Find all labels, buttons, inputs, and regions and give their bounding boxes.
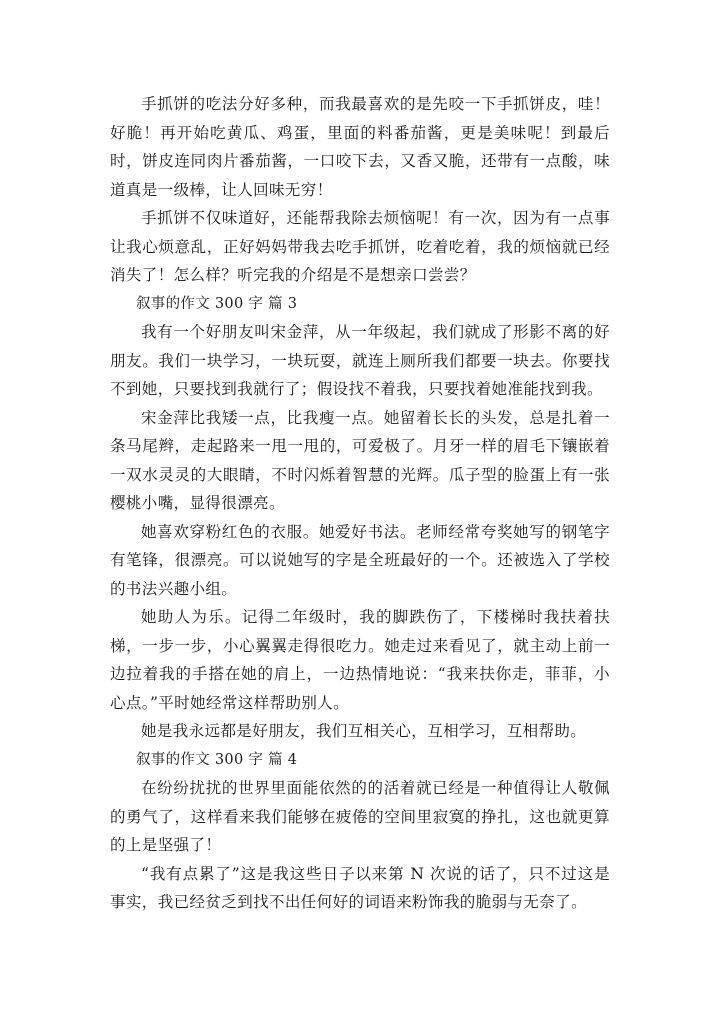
section-heading: 叙事的作文 300 字 篇 3 <box>136 295 298 312</box>
paragraph: 我有一个好朋友叫宋金萍，从一年级起，我们就成了形影不离的好朋友。我们一块学习，一块玩耍，就连上厕所我们都要一块去。你要找不到她，只要找到我就行了；假设找不着我，只要找着她准能找到我。 <box>110 323 610 398</box>
document-page <box>110 90 610 917</box>
paragraph: 宋金萍比我矮一点，比我瘦一点。她留着长长的头发，总是扎着一条马尾辫，走起路来一甩一甩的，可爱极了。月牙一样的眉毛下镶嵌着一双水灵灵的大眼睛，不时闪烁着智慧的光辉。瓜子型的脸蛋上有一张樱桃小嘴，显得很漂亮。 <box>110 408 610 512</box>
paragraph: 手抓饼的吃法分好多种，而我最喜欢的是先咬一下手抓饼皮，哇！好脆！再开始吃黄瓜、鸡蛋，里面的料番茄酱，更是美味呢！到最后时，饼皮连同肉片番茄酱，一口咬下去，又香又脆，还带有一点酸，味道真是一级棒，让人回味无穷！ <box>110 95 610 199</box>
section-heading: 叙事的作文 300 字 篇 4 <box>136 751 298 768</box>
paragraph: 手抓饼不仅味道好，还能帮我除去烦恼呢！有一次，因为有一点事让我心烦意乱，正好妈妈带我去吃手抓饼，吃着吃着，我的烦恼就已经消失了！怎么样？听完我的介绍是不是想亲口尝尝？ <box>110 209 610 284</box>
paragraph: 在纷纷扰扰的世界里面能依然的的活着就已经是一种值得让人敬佩的勇气了，这样看来我们能够在疲倦的空间里寂寞的挣扎，这也就更算的上是坚强了！ <box>110 779 610 854</box>
paragraph: “我有点累了”这是我这些日子以来第 N 次说的话了，只不过这是事实，我已经贫乏到找不出任何好的词语来粉饰我的脆弱与无奈了。 <box>110 864 610 911</box>
paragraph: 她助人为乐。记得二年级时，我的脚跌伤了，下楼梯时我扶着扶梯，一步一步，小心翼翼走得很吃力。她走过来看见了，就主动上前一边拉着我的手搭在她的肩上，一边热情地说：“我来扶你走，菲菲，小心点。”平时她经常这样帮助别人。 <box>110 608 610 712</box>
paragraph: 她是我永远都是好朋友，我们互相关心，互相学习，互相帮助。 <box>141 722 587 740</box>
paragraph: 她喜欢穿粉红色的衣服。她爱好书法。老师经常夸奖她写的钢笔字有笔锋，很漂亮。可以说她写的字是全班最好的一个。还被选入了学校的书法兴趣小组。 <box>110 522 610 598</box>
